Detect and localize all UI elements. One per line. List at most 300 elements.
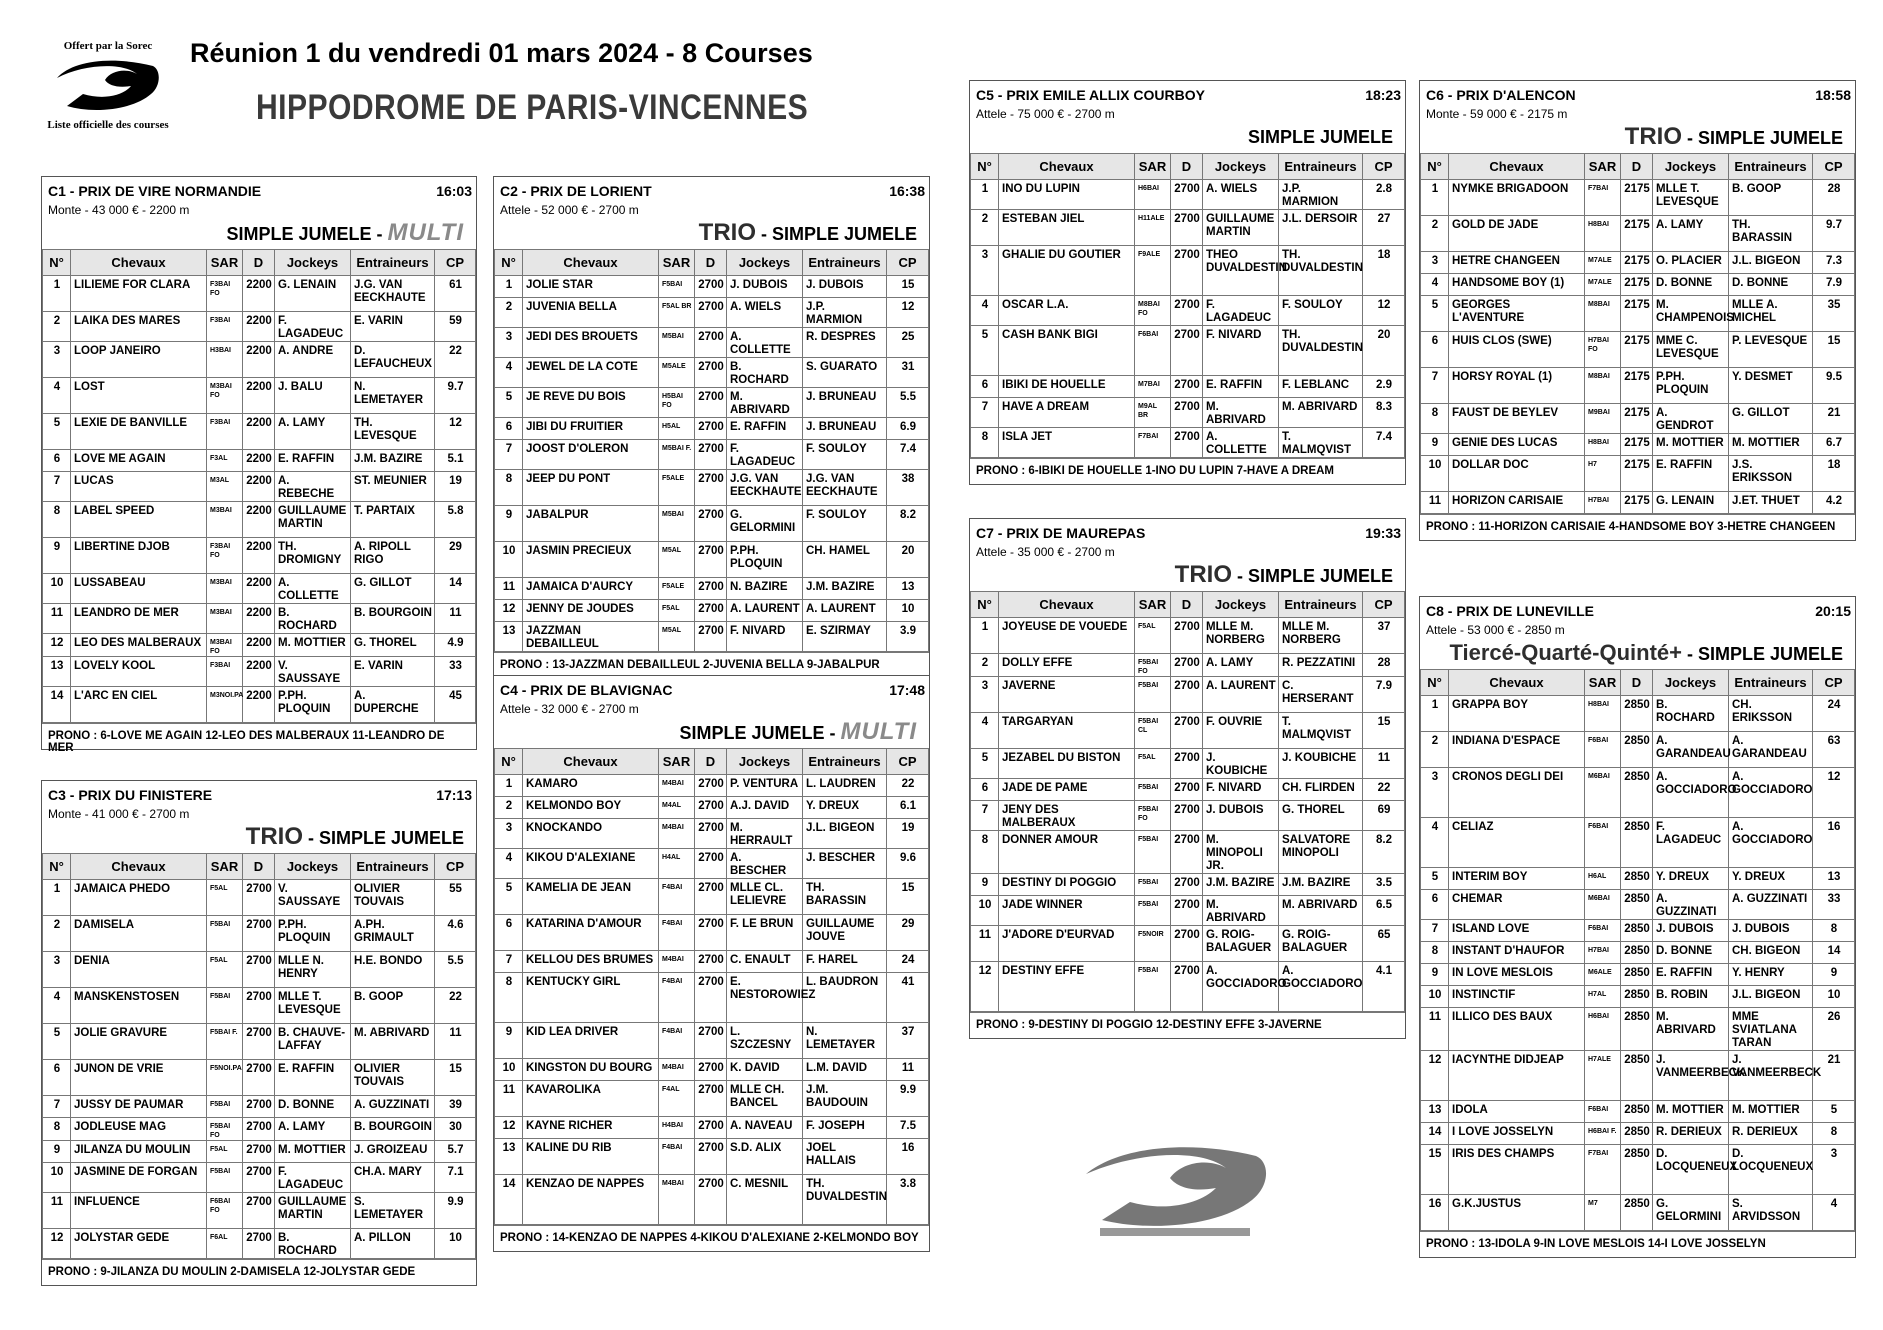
odds: 19 — [887, 819, 929, 849]
trainer: TH. DUVALDESTIN — [1279, 246, 1363, 296]
trainer: E. VARIN — [351, 657, 435, 687]
odds: 7.3 — [1813, 252, 1855, 274]
jockey: MLLE M. NORBERG — [1203, 618, 1279, 654]
jockey: A. GUZZINATI — [1653, 890, 1729, 920]
runner-row — [43, 276, 476, 312]
distance: 2700 — [243, 988, 275, 1024]
trainer: OLIVIER TOUVAIS — [351, 1060, 435, 1096]
runner-number: 13 — [43, 657, 71, 687]
horse-sar: F5BAI — [659, 276, 695, 298]
horse-sar: M7ALE — [1585, 274, 1621, 296]
horse-sar: F6BAI — [1585, 920, 1621, 942]
odds: 37 — [887, 1023, 929, 1059]
jockey: F. LAGADEUC — [275, 312, 351, 342]
distance: 2175 — [1621, 332, 1653, 368]
horse-sar: H6BAI F. — [1585, 1123, 1621, 1145]
horse-sar: M8BAI FO — [1135, 296, 1171, 326]
horse-sar: M6BAI — [1585, 890, 1621, 920]
horse-sar: M3BAI FO — [207, 634, 243, 657]
trainer: J.P. MARMION — [803, 298, 887, 328]
jockey: B. ROCHARD — [727, 358, 803, 388]
odds: 9.7 — [1813, 216, 1855, 252]
distance: 2175 — [1621, 492, 1653, 514]
horse-name: GENIE DES LUCAS — [1449, 434, 1585, 456]
horse-sar: F5BAI — [1135, 779, 1171, 801]
column-header: Jockeys — [1203, 154, 1279, 180]
horse-name: CHEMAR — [1449, 890, 1585, 920]
odds: 15 — [1813, 332, 1855, 368]
odds: 11 — [435, 1024, 476, 1060]
horse-name: JAVERNE — [999, 677, 1135, 713]
jockey: MME C. LEVESQUE — [1653, 332, 1729, 368]
trainer: GUILLAUME JOUVE — [803, 915, 887, 951]
horse-name: INSTINCTIF — [1449, 986, 1585, 1008]
horse-sar: F5BAI — [207, 1096, 243, 1118]
runner-number: 9 — [1421, 964, 1449, 986]
runner-row — [495, 879, 929, 915]
odds: 22 — [1363, 779, 1405, 801]
jockey: A. LAURENT — [727, 600, 803, 622]
trainer: A. GOCCIADORO — [1729, 818, 1813, 868]
column-header: Jockeys — [727, 250, 803, 276]
odds: 6.5 — [1363, 896, 1405, 926]
jockey: B. ROCHARD — [275, 1229, 351, 1259]
race-prono: PRONO : 9-JILANZA DU MOULIN 2-DAMISELA 12-JOLYSTAR GEDE — [42, 1259, 476, 1285]
distance: 2850 — [1621, 1145, 1653, 1195]
race-bet-types — [42, 217, 476, 249]
race-card-c1 — [41, 176, 477, 754]
distance: 2175 — [1621, 456, 1653, 492]
runner-number: 11 — [1421, 492, 1449, 514]
trainer: M. ABRIVARD — [1279, 398, 1363, 428]
runner-number: 5 — [971, 326, 999, 376]
horse-name: OSCAR L.A. — [999, 296, 1135, 326]
horse-name: INO DU LUPIN — [999, 180, 1135, 210]
runner-number: 2 — [971, 654, 999, 677]
distance: 2700 — [1171, 926, 1203, 962]
horse-sar: F5BAI — [207, 1163, 243, 1193]
runner-number: 13 — [1421, 1101, 1449, 1123]
race-conditions: Attele - 75 000 € - 2700 m — [976, 107, 1115, 121]
odds: 6.1 — [887, 797, 929, 819]
odds: 15 — [435, 1060, 476, 1096]
horse-name: IDOLA — [1449, 1101, 1585, 1123]
sorec-watermark-logo — [1080, 1140, 1272, 1244]
runner-number: 2 — [43, 916, 71, 952]
jockey: M. MOTTIER — [1653, 434, 1729, 456]
trainer: D. BONNE — [1729, 274, 1813, 296]
distance: 2700 — [243, 916, 275, 952]
odds: 5.7 — [435, 1141, 476, 1163]
runner-row — [495, 622, 929, 652]
jockey: O. PLACIER — [1653, 252, 1729, 274]
odds: 8.2 — [887, 506, 929, 542]
distance: 2700 — [695, 1117, 727, 1139]
odds: 7.4 — [1363, 428, 1405, 458]
runner-row — [971, 180, 1405, 210]
runner-row — [43, 472, 476, 502]
trainer: CH. ERIKSSON — [1729, 696, 1813, 732]
jockey: A. COLLETTE — [727, 328, 803, 358]
horse-name: LUSSABEAU — [71, 574, 207, 604]
horse-name: KENZAO DE NAPPES — [523, 1175, 659, 1225]
trainer: R. DERIEUX — [1729, 1123, 1813, 1145]
runners-table — [970, 153, 1405, 458]
runner-row — [971, 896, 1405, 926]
horse-name: LIBERTINE DJOB — [71, 538, 207, 574]
bet-simple-jumele: - SIMPLE JUMELE — [755, 224, 917, 244]
horse-name: J'ADORE D'EURVAD — [999, 926, 1135, 962]
jockey: F. NIVARD — [1203, 326, 1279, 376]
race-name: C4 - PRIX DE BLAVIGNAC — [500, 682, 673, 698]
trainer: T. MALMQVIST — [1279, 713, 1363, 749]
bet-simple-jumele: - SIMPLE JUMELE — [1681, 128, 1843, 148]
odds: 27 — [1363, 210, 1405, 246]
distance: 2850 — [1621, 1051, 1653, 1101]
column-header: CP — [1813, 670, 1855, 696]
runner-row — [1421, 180, 1855, 216]
column-header: CP — [435, 250, 476, 276]
trainer: J.ET. THUET — [1729, 492, 1813, 514]
horse-name: DAMISELA — [71, 916, 207, 952]
horse-sar: M5BAI — [659, 328, 695, 358]
horse-name: JUNON DE VRIE — [71, 1060, 207, 1096]
odds: 15 — [1363, 713, 1405, 749]
distance: 2700 — [695, 951, 727, 973]
race-time: 20:15 — [1815, 603, 1851, 619]
runner-row — [971, 398, 1405, 428]
horse-name: CASH BANK BIGI — [999, 326, 1135, 376]
race-time: 16:03 — [436, 183, 472, 199]
runner-row — [971, 779, 1405, 801]
horse-sar: M4AL — [659, 797, 695, 819]
runner-number: 2 — [971, 210, 999, 246]
runner-number: 13 — [495, 622, 523, 652]
trainer: J. GROIZEAU — [351, 1141, 435, 1163]
horse-name: LOOP JANEIRO — [71, 342, 207, 378]
distance: 2700 — [1171, 831, 1203, 874]
odds: 12 — [1813, 768, 1855, 818]
bet-separator: - — [371, 224, 388, 244]
horse-sar: F5BAI F. — [207, 1024, 243, 1060]
runner-row — [43, 1193, 476, 1229]
distance: 2700 — [695, 879, 727, 915]
horse-sar: F4BAI — [659, 973, 695, 1023]
column-header: CP — [435, 854, 476, 880]
horse-name: LILIEME FOR CLARA — [71, 276, 207, 312]
horse-sar: H3BAI — [207, 342, 243, 378]
jockey: E. RAFFIN — [275, 450, 351, 472]
jockey: G. GELORMINI — [727, 506, 803, 542]
odds: 4.9 — [435, 634, 476, 657]
trainer: P. LEVESQUE — [1729, 332, 1813, 368]
horse-sar: F5NOI.PA — [207, 1060, 243, 1096]
trainer: A. PILLON — [351, 1229, 435, 1259]
race-name: C2 - PRIX DE LORIENT — [500, 183, 652, 199]
trainer: N. LEMETAYER — [803, 1023, 887, 1059]
distance: 2700 — [695, 849, 727, 879]
distance: 2700 — [695, 1059, 727, 1081]
runner-row — [43, 988, 476, 1024]
bet-simple-jumele: - SIMPLE JUMELE — [302, 828, 464, 848]
runner-number: 7 — [1421, 368, 1449, 404]
jockey: K. DAVID — [727, 1059, 803, 1081]
horse-name: JE REVE DU BOIS — [523, 388, 659, 418]
column-header: Jockeys — [1203, 592, 1279, 618]
jockey: E. RAFFIN — [1653, 964, 1729, 986]
distance: 2200 — [243, 414, 275, 450]
runner-number: 9 — [43, 1141, 71, 1163]
race-conditions: Attele - 32 000 € - 2700 m — [500, 702, 639, 716]
runner-number: 7 — [43, 472, 71, 502]
horse-name: LEANDRO DE MER — [71, 604, 207, 634]
runner-number: 12 — [495, 600, 523, 622]
column-header: CP — [1813, 154, 1855, 180]
distance: 2700 — [695, 328, 727, 358]
runner-row — [495, 1117, 929, 1139]
runner-row — [495, 578, 929, 600]
runner-number: 6 — [495, 915, 523, 951]
horse-sar: F5AL — [1135, 749, 1171, 779]
jockey: M. MINOPOLI JR. — [1203, 831, 1279, 874]
horse-name: KAYNE RICHER — [523, 1117, 659, 1139]
column-header: D — [243, 250, 275, 276]
jockey: J. VANMEERBECK — [1653, 1051, 1729, 1101]
runner-row — [43, 1229, 476, 1259]
horse-sar: M4BAI — [659, 1059, 695, 1081]
jockey: M. HERRAULT — [727, 819, 803, 849]
horse-name: KAVAROLIKA — [523, 1081, 659, 1117]
odds: 10 — [887, 600, 929, 622]
distance: 2175 — [1621, 368, 1653, 404]
horse-name: JASMIN PRECIEUX — [523, 542, 659, 578]
distance: 2700 — [695, 418, 727, 440]
sorec-logo-icon — [53, 56, 163, 114]
horse-name: NYMKE BRIGADOON — [1449, 180, 1585, 216]
distance: 2850 — [1621, 868, 1653, 890]
runner-row — [1421, 1195, 1855, 1231]
race-name: C7 - PRIX DE MAUREPAS — [976, 525, 1146, 541]
distance: 2700 — [1171, 296, 1203, 326]
horse-name: JOLIE GRAVURE — [71, 1024, 207, 1060]
column-header: Jockeys — [275, 854, 351, 880]
distance: 2700 — [695, 1023, 727, 1059]
runner-row — [971, 713, 1405, 749]
trainer: A. RIPOLL RIGO — [351, 538, 435, 574]
distance: 2200 — [243, 574, 275, 604]
runner-number: 7 — [971, 801, 999, 831]
jockey: F. LAGADEUC — [275, 1163, 351, 1193]
horse-sar: F4BAI — [659, 915, 695, 951]
odds: 25 — [887, 328, 929, 358]
distance: 2700 — [243, 1060, 275, 1096]
column-header: Entraineurs — [351, 854, 435, 880]
jockey: L. SZCZESNY — [727, 1023, 803, 1059]
trainer: A. GUZZINATI — [351, 1096, 435, 1118]
horse-name: HAVE A DREAM — [999, 398, 1135, 428]
horse-sar: H8BAI — [1585, 696, 1621, 732]
distance: 2700 — [243, 952, 275, 988]
horse-name: JOLYSTAR GEDE — [71, 1229, 207, 1259]
runner-row — [43, 342, 476, 378]
horse-sar: F5BAI — [1135, 677, 1171, 713]
horse-sar: F9ALE — [1135, 246, 1171, 296]
horse-name: LOVELY KOOL — [71, 657, 207, 687]
bet-multi: MULTI — [840, 718, 917, 745]
trainer: R. PEZZATINI — [1279, 654, 1363, 677]
distance: 2700 — [695, 578, 727, 600]
horse-name: KELLOU DES BRUMES — [523, 951, 659, 973]
runner-number: 4 — [495, 849, 523, 879]
jockey: A. COLLETTE — [275, 574, 351, 604]
race-header — [494, 676, 929, 702]
runner-row — [495, 418, 929, 440]
trainer: G. ROIG-BALAGUER — [1279, 926, 1363, 962]
odds: 38 — [887, 470, 929, 506]
runner-number: 9 — [1421, 434, 1449, 456]
bet-simple-jumele: SIMPLE JUMELE — [1247, 127, 1393, 147]
jockey: TH. DROMIGNY — [275, 538, 351, 574]
horse-name: IRIS DES CHAMPS — [1449, 1145, 1585, 1195]
odds: 2.8 — [1363, 180, 1405, 210]
runner-row — [971, 749, 1405, 779]
runner-row — [1421, 1101, 1855, 1123]
jockey: A. LAMY — [275, 414, 351, 450]
runner-row — [43, 1024, 476, 1060]
trainer: CH. HAMEL — [803, 542, 887, 578]
runner-number: 1 — [43, 880, 71, 916]
odds: 9.7 — [435, 378, 476, 414]
runner-row — [971, 428, 1405, 458]
distance: 2700 — [1171, 713, 1203, 749]
race-card-c6 — [1419, 80, 1856, 541]
horse-name: IN LOVE MESLOIS — [1449, 964, 1585, 986]
runner-row — [1421, 1123, 1855, 1145]
runner-row — [495, 440, 929, 470]
runner-number: 7 — [1421, 920, 1449, 942]
horse-sar: F5BAI CL — [1135, 713, 1171, 749]
runner-number: 8 — [1421, 404, 1449, 434]
column-header: SAR — [659, 250, 695, 276]
jockey: GUILLAUME MARTIN — [275, 502, 351, 538]
horse-name: JOLIE STAR — [523, 276, 659, 298]
column-header: D — [695, 250, 727, 276]
distance: 2700 — [695, 819, 727, 849]
runner-number: 13 — [495, 1139, 523, 1175]
distance: 2700 — [243, 1118, 275, 1141]
runner-row — [495, 276, 929, 298]
runner-row — [43, 414, 476, 450]
runner-row — [43, 502, 476, 538]
column-header: Chevaux — [523, 749, 659, 775]
jockey: R. DERIEUX — [1653, 1123, 1729, 1145]
distance: 2700 — [1171, 246, 1203, 296]
odds: 7.4 — [887, 440, 929, 470]
runner-number: 2 — [1421, 216, 1449, 252]
horse-sar: F5ALE — [659, 578, 695, 600]
horse-sar: M3BAI — [207, 574, 243, 604]
runner-row — [1421, 964, 1855, 986]
odds: 5 — [1813, 1101, 1855, 1123]
race-prono: PRONO : 13-IDOLA 9-IN LOVE MESLOIS 14-I LOVE JOSSELYN — [1420, 1231, 1855, 1257]
distance: 2175 — [1621, 434, 1653, 456]
jockey: A. LAMY — [1203, 654, 1279, 677]
race-header — [970, 519, 1405, 545]
horse-sar: F5BAI FO — [207, 1118, 243, 1141]
runner-number: 5 — [495, 388, 523, 418]
jockey: MLLE T. LEVESQUE — [275, 988, 351, 1024]
bet-simple-jumele: - SIMPLE JUMELE — [1231, 566, 1393, 586]
runner-number: 5 — [43, 414, 71, 450]
distance: 2700 — [243, 880, 275, 916]
distance: 2700 — [1171, 210, 1203, 246]
jockey: MLLE CL. LELIEVRE — [727, 879, 803, 915]
runner-number: 3 — [971, 677, 999, 713]
horse-name: KID LEA DRIVER — [523, 1023, 659, 1059]
distance: 2200 — [243, 687, 275, 723]
horse-sar: F5ALE — [659, 470, 695, 506]
runner-number: 1 — [1421, 696, 1449, 732]
race-name: C6 - PRIX D'ALENCON — [1426, 87, 1576, 103]
runner-number: 8 — [43, 1118, 71, 1141]
trainer: S. GUARATO — [803, 358, 887, 388]
trainer: MLLE M. NORBERG — [1279, 618, 1363, 654]
horse-name: LEXIE DE BANVILLE — [71, 414, 207, 450]
jockey: D. LOCQUENEUX — [1653, 1145, 1729, 1195]
column-header: CP — [1363, 154, 1405, 180]
horse-name: JABALPUR — [523, 506, 659, 542]
horse-sar: M4BAI — [659, 819, 695, 849]
column-header: Jockeys — [1653, 670, 1729, 696]
horse-sar: M5BAI F. — [659, 440, 695, 470]
race-conditions: Monte - 41 000 € - 2700 m — [48, 807, 190, 821]
horse-name: KALINE DU RIB — [523, 1139, 659, 1175]
horse-name: JENY DES MALBERAUX — [999, 801, 1135, 831]
odds: 69 — [1363, 801, 1405, 831]
jockey: P.PH. PLOQUIN — [1653, 368, 1729, 404]
race-header — [494, 177, 929, 203]
jockey: E. RAFFIN — [275, 1060, 351, 1096]
distance: 2700 — [1171, 962, 1203, 1012]
distance: 2700 — [695, 1175, 727, 1225]
runner-number: 4 — [495, 358, 523, 388]
horse-name: DENIA — [71, 952, 207, 988]
trainer: Y. HENRY — [1729, 964, 1813, 986]
column-header: D — [1621, 154, 1653, 180]
jockey: M. CHAMPENOIS — [1653, 296, 1729, 332]
trainer: TH. LEVESQUE — [351, 414, 435, 450]
horse-sar: F5BAI — [1135, 962, 1171, 1012]
distance: 2700 — [695, 440, 727, 470]
horse-name: I LOVE JOSSELYN — [1449, 1123, 1585, 1145]
trainer: M. MOTTIER — [1729, 1101, 1813, 1123]
trainer: MLLE A. MICHEL — [1729, 296, 1813, 332]
column-header: N° — [43, 854, 71, 880]
distance: 2700 — [243, 1141, 275, 1163]
bet-tierce-quarte-quinte: Tiercé-Quarté-Quinté+ — [1449, 640, 1682, 665]
runner-number: 8 — [495, 470, 523, 506]
column-header: Entraineurs — [1279, 154, 1363, 180]
distance: 2175 — [1621, 296, 1653, 332]
horse-name: HETRE CHANGEEN — [1449, 252, 1585, 274]
race-prono: PRONO : 6-LOVE ME AGAIN 12-LEO DES MALBERAUX 11-LEANDRO DE MER — [42, 723, 476, 749]
horse-name: KAMELIA DE JEAN — [523, 879, 659, 915]
odds: 7.1 — [435, 1163, 476, 1193]
runner-number: 10 — [495, 542, 523, 578]
runner-number: 14 — [1421, 1123, 1449, 1145]
sorec-logo — [38, 40, 178, 158]
horse-sar: F3BAI — [207, 414, 243, 450]
